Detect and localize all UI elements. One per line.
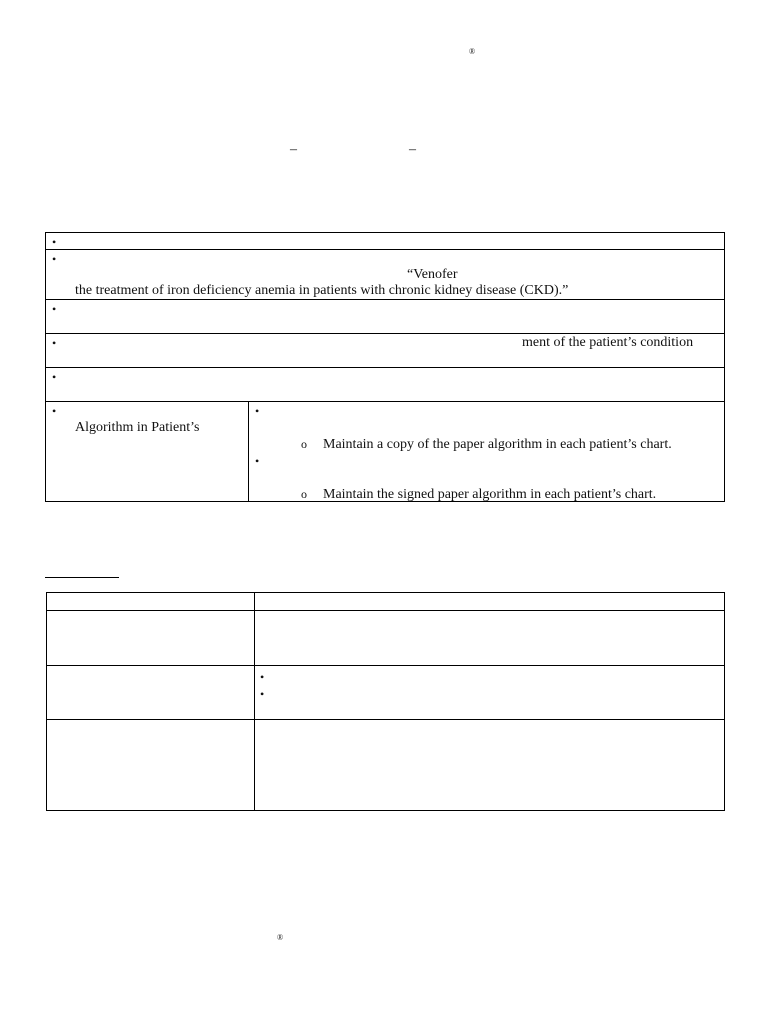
bullet-icon: • [52,302,57,316]
table-cell [47,593,255,611]
registered-mark-top: ® [469,47,476,56]
venofer-quote-end: the treatment of iron deficiency anemia in patients with chronic kidney disease (CKD).” [75,283,569,298]
bullet-icon: • [52,404,57,418]
circle-marker-icon: o [301,487,307,501]
info-table [46,592,725,811]
table-cell [46,334,725,368]
table-row [46,300,725,334]
table-row [46,402,725,502]
table-cell [255,666,725,720]
sub-item-copy-text: Maintain a copy of the paper algorithm in each patient’s chart. [323,437,672,452]
table-cell [46,233,725,250]
registered-mark-bottom: ® [277,933,284,942]
table-row [47,666,725,720]
venofer-quote-start: “Venofer [407,267,458,282]
sub-item-copy [301,436,672,453]
table-cell [46,368,725,402]
dash-right: – [409,142,416,157]
table-cell [47,720,255,811]
bullet-icon: • [255,454,260,468]
checklist-table [45,232,725,502]
bullet-icon: • [52,252,57,266]
bullet-icon: • [255,404,260,418]
table-row [46,368,725,402]
table-cell [249,402,725,502]
table-row [47,611,725,666]
bullet-icon: • [52,235,57,249]
section-heading-underline [45,577,119,578]
table-row [47,720,725,811]
table-cell [255,720,725,811]
table-cell [47,611,255,666]
table-cell [255,593,725,611]
bullet-icon: • [52,336,57,350]
table-cell [46,250,725,300]
sub-item-signed [301,486,656,503]
table-cell [47,666,255,720]
circle-marker-icon: o [301,437,307,451]
table-row [47,593,725,611]
dash-left: – [290,142,297,157]
bullet-icon: • [52,370,57,384]
bullet-icon: • [260,670,265,684]
bullet-icon: • [260,687,265,701]
table-cell [255,611,725,666]
table-cell [46,300,725,334]
sub-item-signed-text: Maintain the signed paper algorithm in each patient’s chart. [323,487,657,502]
table-row [46,250,725,300]
algorithm-label: Algorithm in Patient’s [75,420,200,435]
table-cell [46,402,249,502]
patient-condition-text: ment of the patient’s condition [522,335,694,350]
table-row [46,233,725,250]
table-row [46,334,725,368]
